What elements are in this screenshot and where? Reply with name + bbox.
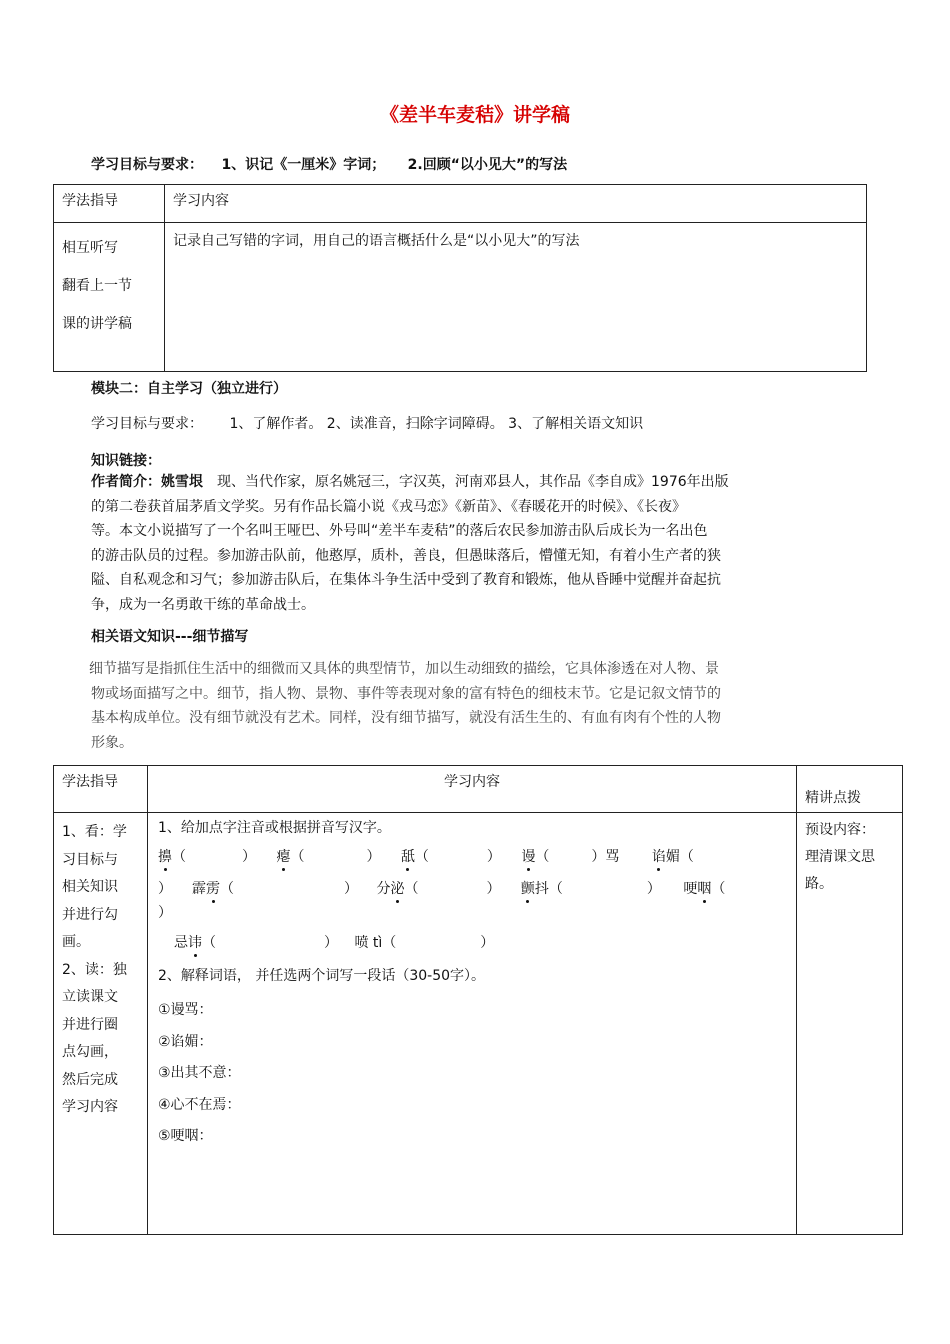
dotted-char: 雳 [206,881,220,897]
question-2: 2、解释词语， 并任选两个词写一段话（30-50字）。 [158,968,486,984]
study-table [53,765,903,1235]
related-heading: 相关语文知识---细节描写 [91,629,249,645]
content-cell: 记录自己写错的字词，用自己的语言概括什么是“以小见大”的写法 [165,223,867,372]
author-label: 作者简介： [91,474,161,490]
guide-line: 相互听写 [62,240,118,256]
term-item: ②谄媚： [158,1033,213,1050]
table-header-cell: 学习内容 [165,185,867,223]
content-cell: 1、给加点字注音或根据拼音写汉字。 擤（ ） 瘪（ ） 舐（ ） 谩（ ）骂 谄媚（ ） 霹雳（ ） 分泌（ ） 颤抖（ ） 哽咽（ ） 忌讳（ ） 喷 tì（ ） 2、解释词语， 并任选两个词写一段话（30-50字）。 ①谩骂： ②谄媚： ③出其不意： ④心不在焉： ⑤哽咽： [148,813,797,1235]
dotted-char: 颤 [520,881,535,897]
dotted-char: 瘪 [276,849,291,865]
dotted-char: 谄 [651,849,666,865]
guide-line: 课的讲学稿 [62,316,132,332]
goal-label: 学习目标与要求： [91,416,203,432]
dotted-char: 擤 [158,849,172,865]
table-header-cell: 学法指导 [54,185,165,223]
module-heading: 模块二：自主学习（独立进行） [91,381,287,397]
author-name: 姚雪垠 [161,474,203,490]
goal-line-2 [91,413,643,433]
pinyin-row-2: ） 霹雳（ ） 分泌（ ） 颤抖（ ） 哽咽（ [158,881,726,897]
guide-line: 翻看上一节 [62,278,132,294]
pinyin-row-1: 擤（ ） 瘪（ ） 舐（ ） 谩（ ）骂 谄媚（ [158,849,694,865]
dotted-char: 谩 [521,849,536,865]
dotted-char: 咽 [697,881,712,897]
term-item: ④心不在焉： [158,1096,241,1113]
detail-paragraph: 细节描写是指抓住生活中的细微而又具体的典型情节，加以生动细致的描绘，它具体渗透在对人物、景 物或场面描写之中。细节，指人物、景物、事件等表现对象的富有特色的细枝末节。它是记叙文情节的 基本构成单位。没有细节就没有艺术。同样，没有细节描写，就没有活生生的、有血有肉有个性的人物 形象。 [89,661,721,751]
guide-cell: 1、看：学 习目标与 相关知识 并进行勾 画。 2、读：独 立读课文 并进行圈 点勾画， 然后完成 学习内容 [54,813,148,1235]
dotted-char: 舐 [400,849,415,865]
question-1: 1、给加点字注音或根据拼音写汉字。 [158,820,391,836]
term-item: ⑤哽咽： [158,1128,213,1144]
dotted-char: 讳 [188,935,202,951]
goal-label: 学习目标与要求： [91,157,203,173]
goal-items: 1、了解作者。 2、读准音，扫除字词障碍。 3、了解相关语文知识 [229,416,644,432]
knowledge-heading: 知识链接： [91,453,161,469]
page-title: 《差半车麦秸》讲学稿 [379,104,570,126]
table-header-cell: 学法指导 [54,766,148,813]
review-table [53,184,867,372]
table-header-cell: 精讲点拨 [797,766,903,813]
pinyin-row-3: 忌讳（ ） 喷 tì（ ） [174,935,495,951]
term-list [158,995,786,1153]
guide-cell [54,223,165,372]
goal-item-2: 2.回顾“以小见大”的写法 [407,157,568,173]
dotted-char: 泌 [390,881,405,897]
term-item: ③出其不意： [158,1065,241,1081]
table-header-cell: 学习内容 [148,766,797,813]
tip-cell: 预设内容： 理清课文思 路。 [797,813,903,1235]
goal-line-1 [91,154,567,174]
author-paragraph: 作者简介：姚雪垠 现、当代作家，原名姚冠三，字汉英，河南邓县人，其作品《李自成》1976年出版 的第二卷获首届茅盾文学奖。另有作品长篇小说《戎马恋》《新苗》、《春暖花开的时候》、《长夜》 等。本文小说描写了一个名叫王哑巴、外号叫“差半车麦秸”的落后农民参加游击队后成长为一名出色 的游击队员的过程。参加游击队前，他憨厚，质朴，善良，但愚昧落后，懵懂无知，有着小生产者的狭 隘、自私观念和习气；参加游击队后，在集体斗争生活中受到了教育和锻炼，他从昏睡中觉醒并奋起抗 争，成为一名勇敢干练的革命战士。 [91,474,729,613]
goal-item-1: 1、识记《一厘米》字词； [221,157,386,173]
term-item: ①谩骂： [158,1002,213,1018]
